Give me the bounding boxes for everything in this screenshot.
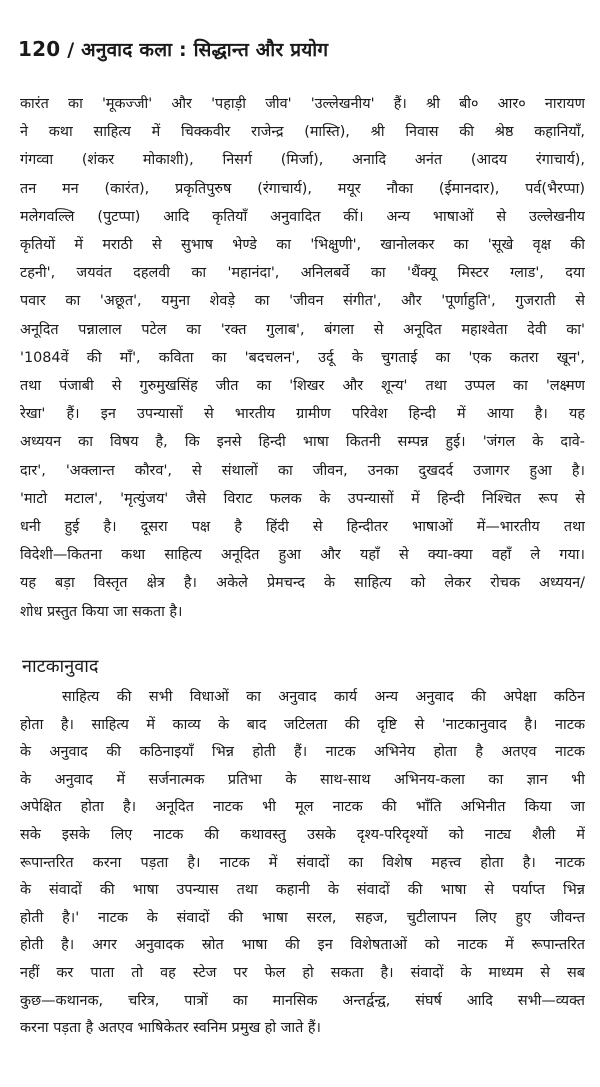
text-line: कृतियों में मराठी से सुभाष भेण्डे का 'भिक्षुणी', खानोलकर का 'सूखे वृक्ष की [20,237,585,253]
text-line: 'माटो मटाल', 'मृत्युंजय' जैसे विराट फलक के उपन्यासों में हिन्दी निश्चित रूप से [20,490,585,507]
text-line: होती है।' नाटक के संवादों की भाषा सरल, सहज, चुटीलापन लिए हुए जीवन्त [20,909,585,926]
text-line: मलेगवल्लि (पुटप्पा) आदि कृतियाँ अनुवादित कीं। अन्य भाषाओं से उल्लेखनीय [20,208,585,225]
header-separator: / [67,39,75,61]
text-line: धनी हुई है। दूसरा पक्ष है हिंदी से हिन्दीतर भाषाओं में—भारतीय तथा [20,519,585,535]
section-heading: नाटकानुवाद [22,656,99,677]
text-line: तन मन (कारंत), प्रकृतिपुरुष (रंगाचार्य), मयूर नौका (ईमानदार), पर्व(भैरप्पा) [20,180,585,197]
text-line: कुछ—कथानक, चरित्र, पात्रों का मानसिक अन्तर्द्वन्द्व, संघर्ष आदि सभी—व्यक्त [20,992,585,1009]
text-line: कारंत का 'मूकज्जी' और 'पहाड़ी जीव' 'उल्लेखनीय' हैं। श्री बी० आर० नारायण [20,96,585,112]
text-line: अपेक्षित होता है। अनूदित नाटक भी मूल नाटक की भाँति अभिनीत किया जा [20,799,585,816]
text-line: के अनुवाद की कठिनाइयाँ भिन्न होती हैं। नाटक अभिनेय होता है अतएव नाटक [20,744,585,761]
text-line: अनूदित पन्नालाल पटेल का 'रक्त गुलाब', बंगला से अनूदित महाश्वेता देवी का' [20,321,585,338]
text-line: दार', 'अक्लान्त कौरव', से संथालों का जीवन, उनका दुखदर्द उजागर हुआ है। [20,462,585,479]
text-line: ने कथा साहित्य में चिक्कवीर राजेन्द्र (मास्ति), श्री निवास की श्रेष्ठ कहानियाँ, [20,124,585,141]
text-line: शोध प्रस्तुत किया जा सकता है। [20,603,183,620]
text-line: साहित्य की सभी विधाओं का अनुवाद कार्य अन्य अनुवाद की अपेक्षा कठिन [62,689,585,705]
text-line: रेखा' हैं। इन उपन्यासों से भारतीय ग्रामीण परिवेश हिन्दी में आया है। यह [20,406,585,423]
text-line: नहीं कर पाता तो वह स्टेज पर फेल हो सकता है। संवादों के माध्यम से सब [20,965,585,981]
page-number: 120 [18,37,61,61]
text-line: के संवादों की भाषा उपन्यास तथा कहानी के संवादों की भाषा से पर्याप्त भिन्न [20,882,585,899]
text-line: होती है। अगर अनुवादक स्रोत भाषा की इन विशेषताओं को नाटक में रूपान्तरित [20,937,585,954]
text-line: रूपान्तरित करना पड़ता है। नाटक में संवादों का विशेष महत्त्व होता है। नाटक [20,854,585,871]
text-line: अध्ययन का विषय है, कि इनसे हिन्दी भाषा कितनी सम्पन्न हुई। 'जंगल के दावे- [20,434,585,451]
text-line: टहनी', जयवंत दहलवी का 'महानंदा', अनिलबर्वे का 'थैंक्यू मिस्टर ग्लाड', दया [20,265,585,282]
running-title: अनुवाद कला : सिद्धान्त और प्रयोग [81,39,329,61]
text-line: '1084वें की माँ', कविता का 'बदचलन', उर्दू के चुगताई का 'एक कतरा खून', [20,349,585,366]
text-line: करना पड़ता है अतएव भाषिकेतर स्वनिम प्रमुख हो जाते हैं। [20,1020,322,1037]
text-line: विदेशी—कितना कथा साहित्य अनूदित हुआ और यहाँ से क्या-क्या वहाँ ले गया। [20,547,585,564]
text-line: पवार का 'अछूत', यमुना शेवड़े का 'जीवन संगीत', और 'पूर्णाहुति', गुजराती से [20,293,585,310]
running-header [18,36,578,62]
text-line: गंगव्वा (शंकर मोकाशी), निसर्ग (मिर्जा), अनादि अनंत (आदय रंगाचार्य), [20,152,585,169]
text-line: तथा पंजाबी से गुरुमुखसिंह जीत का 'शिखर और शून्य' तथा उप्पल का 'लक्ष्मण [20,378,585,394]
text-line: होता है। साहित्य में काव्य के बाद जटिलता की दृष्टि से 'नाटकानुवाद है। नाटक [20,716,585,733]
text-line: यह बड़ा विस्तृत क्षेत्र है। अकेले प्रेमचन्द के साहित्य को लेकर रोचक अध्ययन/ [20,575,585,592]
text-line: के अनुवाद में सर्जनात्मक प्रतिभा के साथ-साथ अभिनय-कला का ज्ञान भी [20,771,585,788]
text-line: सके इसके लिए नाटक की कथावस्तु उसके दृश्य-परिदृश्यों को नाट्य शैली में [20,827,585,843]
